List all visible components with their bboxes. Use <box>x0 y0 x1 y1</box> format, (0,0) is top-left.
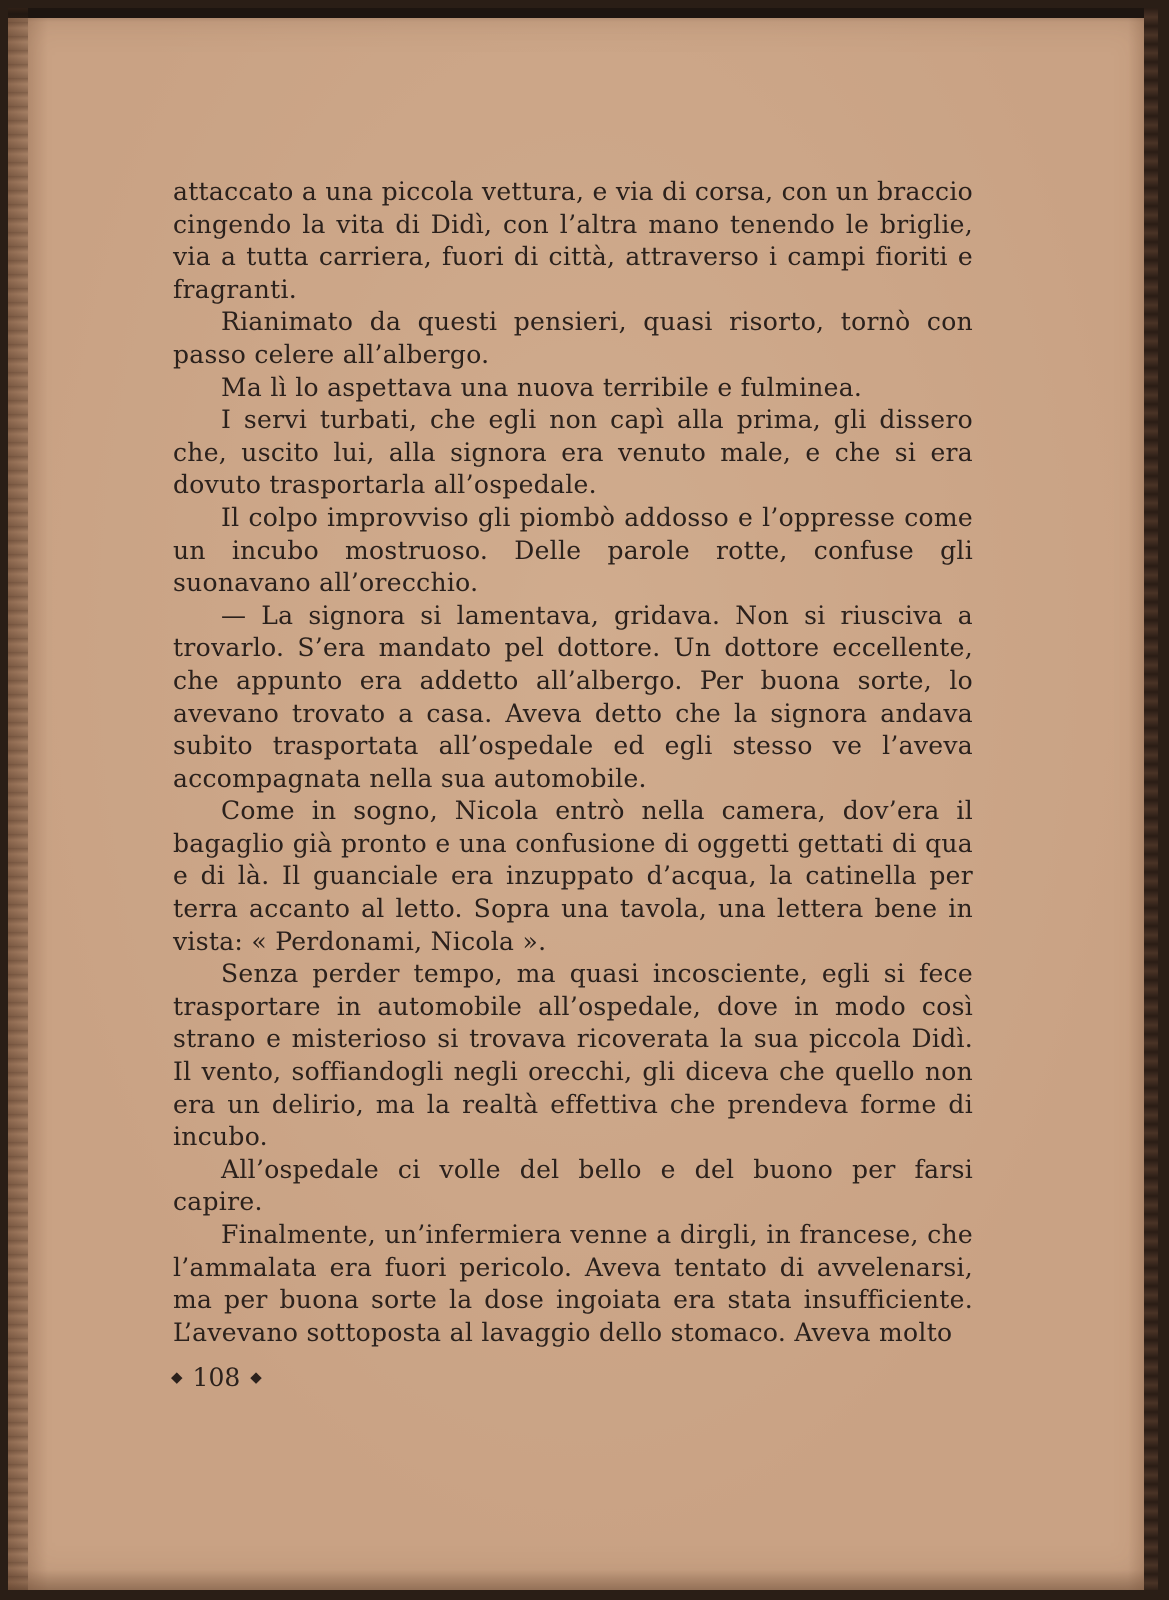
diamond-ornament-icon: ◆ <box>171 1368 183 1386</box>
paragraph: attaccato a una piccola vettura, e via di corsa, con un braccio cingendo la vita di Didì, con l’altra mano tenendo le briglie, via a tutta carriera, fuori di città, attraverso i campi fioriti e fragranti. <box>173 177 973 304</box>
page-number <box>171 1363 262 1392</box>
paragraph: Come in sogno, Nicola entrò nella camera, dov’era il bagaglio già pronto e una confusione di oggetti gettati di qua e di là. Il guanciale era inzuppato d’acqua, la catinella per terra accanto al letto. Sopra una tavola, una lettera bene in vista: « Perdonami, Nicola ». <box>173 796 973 956</box>
page-binding-edge <box>8 8 28 1590</box>
paragraph: Finalmente, un’infermiera venne a dirgli, in francese, che l’ammalata era fuori pericolo. Aveva tentato di avvelenarsi, ma per buona sorte la dose ingoiata era stata insufficiente. L’avevano sottoposta al lavaggio dello stomaco. Aveva molto <box>173 1220 973 1347</box>
body-text <box>173 176 973 1349</box>
page-right-edge <box>1144 8 1158 1590</box>
paragraph: Ma lì lo aspettava una nuova terribile e fulminea. <box>221 372 863 402</box>
page-top-edge <box>8 8 1158 18</box>
paragraph: Rianimato da questi pensieri, quasi risorto, tornò con passo celere all’albergo. <box>173 307 973 369</box>
paragraph: Senza perder tempo, ma quasi incosciente, egli si fece trasportare in automobile all’ospedale, dove in modo così strano e misterioso si trovava ricoverata la sua piccola Didì. Il vento, soffiandogli negli orecchi, gli diceva che quello non era un delirio, ma la realtà effettiva che prendeva forme di incubo. <box>173 959 973 1152</box>
paragraph: All’ospedale ci volle del bello e del buono per farsi capire. <box>173 1154 973 1217</box>
paragraph: I servi turbati, che egli non capì alla prima, gli dissero che, uscito lui, alla signora era venuto male, e che si era dovuto trasportarla all’ospedale. <box>173 405 973 500</box>
paragraph: — La signora si lamentava, gridava. Non si riusciva a trovarlo. S’era mandato pel dottore. Un dottore eccellente, che appunto era addetto all’albergo. Per buona sorte, lo avevano trovato a casa. Aveva detto che la signora andava subito trasportata all’ospedale ed egli stesso ve l’aveva accompagnata nella sua automobile. <box>173 600 973 793</box>
diamond-ornament-icon: ◆ <box>250 1368 262 1386</box>
page-number-value: 108 <box>192 1363 241 1392</box>
book-page <box>8 8 1158 1590</box>
paragraph: Il colpo improvviso gli piombò addosso e l’oppresse come un incubo mostruoso. Delle parole rotte, confuse gli suonavano all’orecchio. <box>173 502 973 598</box>
